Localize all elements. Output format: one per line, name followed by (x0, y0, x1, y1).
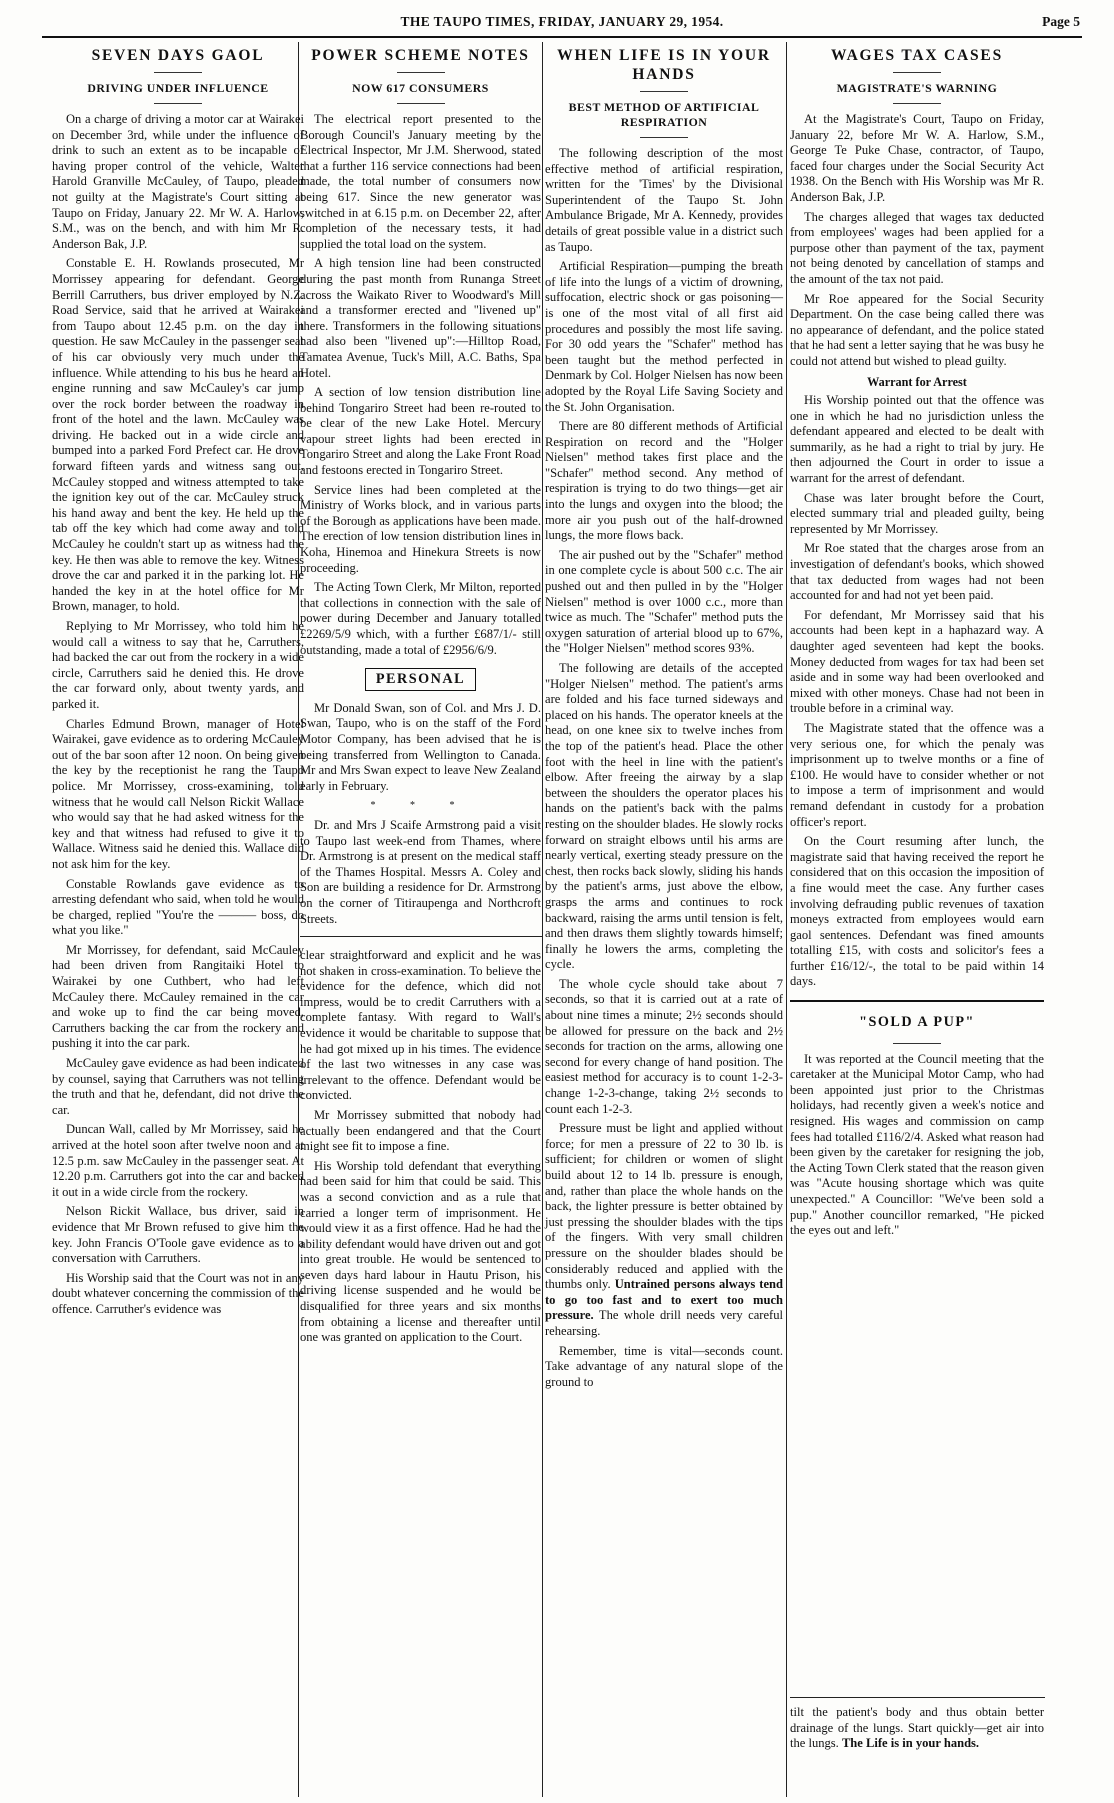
divider (893, 1043, 941, 1044)
paragraph: A section of low tension distribution line behind Tongariro Street had been re-routed to be clear of the new Lake Hotel. Mercury vapour street lights had been erected in Tongariro Street and along the Lake Front Road and festoons erected in Tongariro Street. (300, 385, 541, 478)
paragraph: For defendant, Mr Morrissey said that his accounts had been kept in a haphazard way. A daughter aged seventeen had kept the books. Money deducted from wages for tax had been set aside and in some way had been overlooked and mixed with other moneys. Chase had not been in trouble before in a criminal way. (790, 607, 1044, 716)
divider (640, 91, 688, 92)
paragraph: Duncan Wall, called by Mr Morrissey, said he arrived at the hotel soon after twelve noon and at 12.5 p.m. saw McCauley in the passenger seat. At 12.20 p.m. Carruthers got into the car and backed it out in a wide circle from the rockery. (52, 1122, 304, 1199)
divider (154, 72, 202, 73)
article-seven-days-gaol-continued (300, 948, 541, 1793)
col2-bottom-divider (300, 936, 542, 937)
paragraph: The air pushed out by the "Schafer" method in one complete cycle is about 500 c.c. The air pushed out and then pulled in by the "Holger Nielsen" method is over 1000 c.c., more than twice as much. The "Schafer" method puts the oxygen saturation of arterial blood up to 67%, the "Holger Nielsen" method scores 93%. (545, 547, 783, 656)
column-divider-3 (786, 42, 787, 1797)
personal-heading (300, 668, 541, 691)
paragraph-text: tilt the patient's body and thus obtain better drainage of the lungs. Start quickly—get air into the lungs. (790, 1705, 1044, 1751)
paragraph-text: The whole drill needs very careful rehearsing. (545, 1308, 783, 1338)
paragraph: Service lines had been completed at the Ministry of Works block, and in various parts of the Borough as applications have been made. The erection of low tension distribution lines in Koha, Hinemoa and Hinekura Streets is now proceeding. (300, 482, 541, 575)
paragraph: The electrical report presented to the Borough Council's January meeting by the Electrical Inspector, Mr J.M. Sherwood, stated that a further 116 service connections had been made, the total number of consumers now being 617. Since the new generator was switched in at 6.15 p.m. on December 22, after completion of the necessary tests, it had supplied the total load on the system. (300, 112, 541, 251)
paragraph (790, 1705, 1044, 1752)
divider (154, 103, 202, 104)
bold-tail: The Life is in your hands. (841, 1736, 980, 1751)
headline: SEVEN DAYS GAOL (91, 47, 265, 64)
paragraph: Artificial Respiration—pumping the breath of life into the lungs of a victim of drowning, suffocation, electric shock or gas poisoning—is one of the most vital of all first aid procedures and possibly the most life saving. For 30 odd years the "Schafer" method has been taught but the method perfected in Denmark by Col. Holger Nielsen has now been adopted by the Royal Life Saving Society and the St. John Organisation. (545, 259, 783, 414)
paragraph: Remember, time is vital—seconds count. Take advantage of any natural slope of the ground to (545, 1343, 783, 1389)
divider (893, 72, 941, 73)
paragraph: Mr Donald Swan, son of Col. and Mrs J. D. Swan, Taupo, who is on the staff of the Ford Motor Company, has been advised that he is being transferred from Wellington to Canada. Mr and Mrs Swan expect to leave New Zealand early in February. (300, 700, 541, 793)
paragraph: Constable Rowlands gave evidence as to arresting defendant who said, when told he would be charged, replied "You're the ——— boss, do what you like." (52, 876, 304, 938)
column-divider-2 (542, 42, 543, 1797)
paragraph: His Worship said that the Court was not in any doubt whatever concerning the commission of the offence. Carruther's evidence was (52, 1270, 304, 1316)
paragraph: Dr. and Mrs J Scaife Armstrong paid a visit to Taupo last week-end from Thames, where Dr. Armstrong is at present on the medical staff of the Thames Hospital. Messrs A. Coley and Son are building a residence for Dr. Armstrong on the corner of Titiraupenga and Northcroft Streets. (300, 817, 541, 926)
paragraph: Mr Roe appeared for the Social Security Department. On the case being called there was no appearance of defendant, and the police stated that he had sent a letter saying that he was busy he could not attend but wished to plead guilty. (790, 291, 1044, 368)
section-rule (790, 1000, 1044, 1002)
paragraph: The Magistrate stated that the offence was a very serious one, for which the penaly was imprisonment up to twelve months or a fine of £100. He would have to consider whether or not to impose a term of imprisonment and would remand defendant in custody for a probation officer's report. (790, 720, 1044, 829)
headline: WHEN LIFE IS IN YOUR HANDS (557, 47, 771, 83)
paragraph: Chase was later brought before the Court, elected summary trial and pleaded guilty, being represented by Mr Morrissey. (790, 490, 1044, 536)
paragraph (545, 1121, 783, 1339)
sold-a-pup-heading-text: "SOLD A PUP" (859, 1014, 975, 1031)
paragraph: Replying to Mr Morrissey, who told him he would call a witness to say that he, Carruthers, had backed the car out from the rockery in a wide circle, Carruthers said he denied this. He drove the car forward only, about twenty yards, and parked it. (52, 619, 304, 711)
separator-stars: * * * (370, 800, 471, 812)
article-when-life-continued (790, 1705, 1044, 1795)
paragraph-text: Pressure must be light and applied without force; for men a pressure of 22 to 30 lb. is sufficient; for children or women of slight build about 12 to 14 lb. pressure is enough, and, rather than place the whole hands on the back, the lighter pressure is better obtained by just pressing the shoulder blades with the tips of the fingers. With very small children pressure on the shoulder blades should be considerably reduced and applied with the thumbs only. (545, 1121, 783, 1292)
divider (893, 103, 941, 104)
paragraph: On the Court resuming after lunch, the magistrate said that having received the report he considered that on this occasion the imposition of a fine would meet the case. Any further cases involving defrauding public revenues of taxation moneys extracted from employees would earn gaol sentences. Defendant was fined amounts totalling £15, with costs and solicitor's fees a further £16/12/-, the total to be paid within 14 days. (790, 834, 1044, 989)
personal-heading-text: PERSONAL (365, 668, 476, 691)
paragraph: At the Magistrate's Court, Taupo on Friday, January 22, before Mr W. A. Harlow, S.M., George Te Puke Chase, contractor, of Taupo, faced four charges under the Social Security Act 1938. On the Bench with His Worship was Mr R. Anderson Bak, J.P. (790, 112, 1044, 204)
paragraph: His Worship pointed out that the offence was one in which he had no jurisdiction unless the defendant appeared and elected to be dealt with summarily, as he had a right to trial by jury. He then adjourned the Court in order to issue a warrant for the arrest of defendant. (790, 393, 1044, 486)
article-power-scheme-notes (300, 44, 541, 926)
article-wages-tax-cases (790, 44, 1044, 1794)
masthead-rule (42, 36, 1082, 38)
subheadline: DRIVING UNDER INFLUENCE (87, 81, 269, 95)
article-seven-days-gaol (52, 44, 304, 1794)
headline: POWER SCHEME NOTES (311, 47, 530, 64)
paragraph: Nelson Rickit Wallace, bus driver, said in evidence that Mr Brown refused to give him the key. John Francis O'Toole gave evidence as to a conversation with Carruthers. (52, 1204, 304, 1266)
paragraph: The Acting Town Clerk, Mr Milton, reported that collections in connection with the sale of power during December and January totalled £2269/5/9 which, with a further £687/1/- still outstanding, made a total of £2956/6/9. (300, 580, 541, 657)
paragraph: The following are details of the accepted "Holger Nielsen" method. The patient's arms are folded and his face turned sideways and placed on his hands. The operator kneels at the head, on one knee six to twelve inches from the top of the patient's head. Place the other foot with the heel in line with the patient's elbow. After freeing the airway by a slap between the shoulders the operator places his hands on the patient's back with the palms resting on the shoulder blades. He slowly rocks forward on straight elbows until his arms are nearly vertical, exerting steady pressure on the chest, then rocks back slowly, sliding his hands by the patient's arms, just above the elbow, grasps the arms and continues to rock backward, raising the arms until tension is felt, and then draws them slightly towards himself; finally he lowers the arms, completing the cycle. (545, 661, 783, 972)
article-when-life-is-in-your-hands (545, 44, 783, 1794)
paragraph: The charges alleged that wages tax deducted from employees' wages had been applied for a purpose other than payment of the tax, payment not being denoted by cancellation of stamps and the amount of the tax not paid. (790, 209, 1044, 286)
paragraph: There are 80 different methods of Artificial Respiration on record and the "Holger Nielsen" method takes first place and the "Schafer" method second. Any method of respiration is trying to do two things—get air into the lungs and oxygen into the blood; the more air you push out of the half-drowned lungs, the more flows back. (545, 419, 783, 543)
paragraph: The whole cycle should take about 7 seconds, so that it is carried out at a rate of about nine times a minute; 2½ seconds should be allowed for pressure on the back and 2½ seconds for traction on the arms, allowing one second for every change of hand position. The easiest method for accuracy is to count 1-2-3-change 1-2-3-change, taking 2½ seconds to count each 1-2-3. (545, 976, 783, 1116)
divider (397, 103, 445, 104)
masthead (42, 14, 1082, 36)
newspaper-title: THE TAUPO TIMES, FRIDAY, JANUARY 29, 1954. (400, 14, 724, 29)
paragraph: Charles Edmund Brown, manager of Hotel Wairakei, gave evidence as to ordering McCauley out of the bar soon after 12 noon. On being given the key by the receptionist he rang the Taupo police. Mr Morrissey, cross-examining, told witness that he would call Nelson Rickit Wallace who would say that he had asked witness for the key and that witness had refused to give it to Wallace. Witness said he denied this. Wallace did not ask him for the key. (52, 716, 304, 871)
divider (397, 72, 445, 73)
subheadline: NOW 617 CONSUMERS (352, 81, 489, 95)
paragraph: Mr Morrissey submitted that nobody had actually been endangered and that the Court might see fit to impose a fine. (300, 1107, 541, 1154)
paragraph: On a charge of driving a motor car at Wairakei on December 3rd, while under the influence of drink to such an extent as to be incapable of having proper control of the vehicle, Walter Harold Granville McCauley, of Taupo, pleaded not guilty at the Magistrate's Court sitting at Taupo on Friday, January 22. Mr W. A. Harlow, S.M., was on the bench, and with him Mr R. Anderson Bak, J.P. (52, 112, 304, 251)
subheadline: BEST METHOD OF ARTIFICIAL RESPIRATION (568, 100, 760, 129)
page-number: Page 5 (1042, 14, 1080, 29)
paragraph: A high tension line had been constructed during the past month from Runanga Street across the Waikato River to Woodward's Mill and a transformer erected and "livened up" there. Transformers in the following situations had also been "livened up":—Hilltop Road, Tamatea Avenue, Tuck's Mill, A.C. Baths, Spa Hotel. (300, 256, 541, 380)
paragraph: His Worship told defendant that everything had been said for him that could be said. This was a second conviction and as a rule that carried a longer term of imprisonment. He would view it as a first offence. Had he had the ability defendant would have driven out and got into great trouble. He would be sentenced to seven days hard labour in Hautu Prison, his driving license suspended and he would be disqualified for three years and six months from obtaining a license and thereafter until one was granted on application to the Court. (300, 1158, 541, 1345)
side-heading: Warrant for Arrest (867, 374, 967, 389)
paragraph: McCauley gave evidence as had been indicated by counsel, saying that Carruthers was not telling the truth and that he, defendant, did not drive the car. (52, 1056, 304, 1117)
bold-sentence: Untrained persons always tend to go too fast and to exert too much pressure. (545, 1277, 784, 1323)
paragraph: clear straightforward and explicit and he was not shaken in cross-examination. To believe the evidence for the defence, which did not impress, would be to credit Carruthers with a complete fantasy. With regard to Wall's evidence it would be charitable to suppose that he had got mixed up in his times. The evidence of the last two witnesses in any case was irrelevant to the offence. Defendant would be convicted. (300, 948, 541, 1103)
subheadline: MAGISTRATE'S WARNING (836, 81, 998, 95)
sold-a-pup-heading (790, 1012, 1044, 1033)
paragraph: Mr Morrissey, for defendant, said McCauley had been driven from Rangitaiki Hotel to Wairakei by one Cuthbert, who had left McCauley there. McCauley remained in the car and woke up to find the car being moved, Carruthers backing the car from the rockery and pushing it into the car park. (52, 942, 304, 1051)
paragraph: It was reported at the Council meeting that the caretaker at the Municipal Motor Camp, who had been appointed just prior to the Christmas holidays, had recently given a week's notice and resigned. His wages and commission on camp fees had totalled £116/2/4. Asked what reason had been given by the caretaker for resigning the job, the Acting Town Clerk stated that the reason given was "Acute housing shortage which was quite unexpected." A Councillor: "We've been sold a pup." Another councillor remarked, "He picked the eyes out and left." (790, 1051, 1044, 1238)
paragraph: Mr Roe stated that the charges arose from an investigation of defendant's books, which showed that tax deducted from wages had not been accounted for and had not yet been paid. (790, 541, 1044, 603)
paragraph: The following description of the most effective method of artificial respiration, written for the 'Times' by the Divisional Superintendent of the Taupo St. John Ambulance Brigade, Mr A. Kennedy, provides details of great possible value in a district such as Taupo. (545, 146, 783, 254)
headline: WAGES TAX CASES (830, 47, 1003, 64)
paragraph: Constable E. H. Rowlands prosecuted, Mr Morrissey appearing for defendant. George Berrill Carruthers, bus driver employed by N.Z. Road Service, said that he arrived at Wairakei from Taupo about 12.45 p.m. on the day in question. He saw McCauley in the passenger seat of his car obviously very much under the influence. While attending to his bus he heard an engine running and saw McCauley's car jump over the rock border between the roadway in front of the hotel and the lawn. McCauley was driving. He backed out in a wide circle and bumped into a parked Ford Prefect car. He drove forward fifteen yards and witness sang out. McCauley stopped and witness attempted to take the ignition key out of the car. McCauley struck his hand away and bent the key. He held up the tab off the key which had come away and told McCauley he couldn't start up as witness had the key. He then was able to remove the key. Witness drove the car and parked it in the parking lot. He handed the key in at the hotel office for Mr Brown, manager, to hold. (52, 256, 304, 614)
divider (640, 137, 688, 138)
